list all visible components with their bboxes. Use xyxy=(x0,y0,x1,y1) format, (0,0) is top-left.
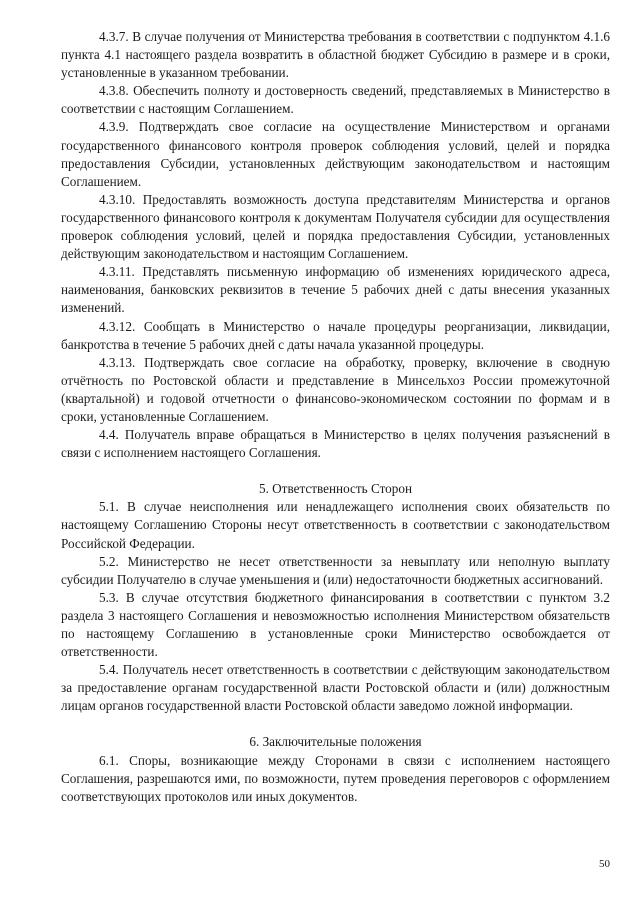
paragraph-4-3-11: 4.3.11. Представлять письменную информацию об изменениях юридического адреса, наименования, банковских реквизитов в течение 5 рабочих дней с даты внесения указанных изменений. xyxy=(61,264,610,316)
section-6-heading: 6. Заключительные положения xyxy=(249,734,422,750)
paragraph-4-3-13: 4.3.13. Подтверждать свое согласие на обработку, проверку, включение в сводную отчётность по Ростовской области и представление в Минсельхоз России промежуточной (квартальной) и годовой отчетности о финансово-экономическом состоянии по формам и в сроки, установленные Соглашением. xyxy=(61,354,610,424)
spacer xyxy=(61,462,610,480)
paragraph-6-1: 6.1. Споры, возникающие между Сторонами в связи с исполнением настоящего Соглашения, разрешаются ими, по возможности, путем проведения переговоров с оформлением соответствующих протоколов или иных документов. xyxy=(61,752,610,804)
paragraph-4-3-12: 4.3.12. Сообщать в Министерство о начале процедуры реорганизации, ликвидации, банкротства в течение 5 рабочих дней с даты начала указанной процедуры. xyxy=(61,318,610,352)
section-5 xyxy=(61,498,610,715)
section-4-continuation xyxy=(61,28,610,462)
spacer xyxy=(61,715,610,733)
paragraph-5-3: 5.3. В случае отсутствия бюджетного финансирования в соответствии с пунктом 3.2 раздела 3 настоящего Соглашения и невозможностью исполнения Министерством обязательств по настоящему Соглашению в установленные сроки Министерство освобождается от ответственности. xyxy=(61,589,610,660)
paragraph-5-2: 5.2. Министерство не несет ответственности за невыплату или неполную выплату субсидии Получателю в случае уменьшения и (или) недостаточности бюджетных ассигнований. xyxy=(61,553,610,587)
paragraph-5-1: 5.1. В случае неисполнения или ненадлежащего исполнения своих обязательств по настоящему Соглашению Стороны несут ответственность в соответствии с законодательством Российской Федерации. xyxy=(61,499,610,551)
section-6 xyxy=(61,752,610,806)
page-body xyxy=(61,28,610,806)
paragraph-4-4: 4.4. Получатель вправе обращаться в Министерство в целях получения разъяснений в связи с исполнением настоящего Соглашения. xyxy=(61,427,610,461)
paragraph-4-3-10: 4.3.10. Предоставлять возможность доступа представителям Министерства и органов государственного финансового контроля к документам Получателя субсидии для осуществления проверок соблюдения условий, целей и порядка предоставления Субсидии, установленных действующим законодательством и настоящим Соглашением. xyxy=(61,191,610,262)
section-5-heading: 5. Ответственность Сторон xyxy=(258,481,413,497)
paragraph-4-3-9: 4.3.9. Подтверждать свое согласие на осуществление Министерством и органами государственного финансового контроля проверок соблюдения условий, целей и порядка предоставления Субсидии, установленных действующим законодательством и настоящим Соглашением. xyxy=(61,119,610,189)
paragraph-4-3-7: 4.3.7. В случае получения от Министерства требования в соответствии с подпунктом 4.1.6 пункта 4.1 настоящего раздела возвратить в областной бюджет Субсидию в размере и в сроки, установленные в указанном требовании. xyxy=(61,29,610,81)
page-number: 50 xyxy=(599,858,610,870)
paragraph-5-4: 5.4. Получатель несет ответственность в соответствии с действующим законодательством за предоставление органам государственной власти Ростовской области и (или) должностным лицам органов государственной власти Ростовской области заведомо ложной информации. xyxy=(61,662,610,714)
paragraph-4-3-8: 4.3.8. Обеспечить полноту и достоверность сведений, представляемых в Министерство в соответствии с настоящим Соглашением. xyxy=(61,83,610,117)
